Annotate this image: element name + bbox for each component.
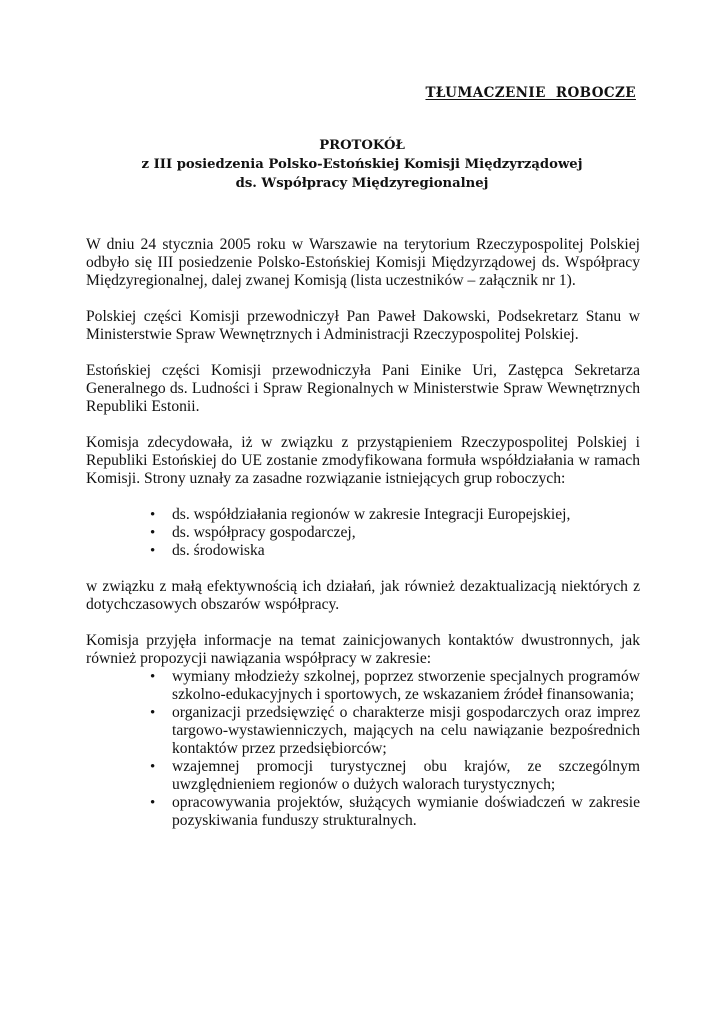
list-item: • opracowywania projektów, służących wymianie doświadczeń w zakresie pozyskiwania funduszy strukturalnych. (150, 794, 640, 829)
paragraph-cooperation-intro: Komisja przyjęła informacje na temat zainicjowanych kontaktów dwustronnych, jak również propozycji nawiązania współpracy w zakresie: (86, 632, 640, 667)
bullet-icon: • (150, 759, 156, 775)
paragraph-dissolution-reason: w związku z małą efektywnością ich działań, jak również dezaktualizacją niektórych z dotychczasowych obszarów współpracy. (86, 578, 640, 613)
bullet-icon: • (150, 543, 156, 559)
bullet-icon: • (150, 795, 156, 811)
document-body (86, 236, 640, 848)
list-item: • wzajemnej promocji turystycznej obu krajów, ze szczególnym uwzględnieniem regionów o dużych walorach turystycznych; (150, 758, 640, 793)
working-translation-label: TŁUMACZENIE ROBOCZE (425, 85, 636, 101)
bullet-icon: • (150, 669, 156, 685)
session-subtitle: z III posiedzenia Polsko-Estońskiej Komisji Międzyrządowej (141, 157, 583, 172)
list-item: • ds. środowiska (150, 542, 265, 559)
paragraph-estonian-chair: Estońskiej części Komisji przewodniczyła Pani Einike Uri, Zastępca Sekretarza Generalnego ds. Ludności i Spraw Regionalnych w Ministerstwie Spraw Wewnętrznych Republiki Estonii. (86, 362, 640, 415)
bullet-icon: • (150, 525, 156, 541)
list-item: • ds. współdziałania regionów w zakresie Integracji Europejskiej, (150, 506, 571, 523)
commission-subtitle: ds. Współpracy Międzyregionalnej (235, 176, 489, 191)
paragraph-polish-chair: Polskiej części Komisji przewodniczył Pan Paweł Dakowski, Podsekretarz Stanu w Ministerstwie Spraw Wewnętrznych i Administracji Rzeczypospolitej Polskiej. (86, 308, 640, 343)
paragraph-commission-decision: Komisja zdecydowała, iż w związku z przystąpieniem Rzeczypospolitej Polskiej i Republiki Estońskiej do UE zostanie zmodyfikowana formuła współdziałania w ramach Komisji. Strony uznały za zasadne rozwiązanie istniejących grup roboczych: (86, 434, 640, 487)
cooperation-areas-list (86, 668, 640, 830)
list-item: • ds. współpracy gospodarczej, (150, 524, 356, 541)
paragraph-meeting-info: W dniu 24 stycznia 2005 roku w Warszawie na terytorium Rzeczypospolitej Polskiej odbyło się III posiedzenie Polsko-Estońskiej Komisji Międzyrządowej ds. Współpracy Międzyregionalnej, dalej zwanej Komisją (lista uczestników – załącznik nr 1). (86, 236, 640, 289)
document-heading (84, 136, 640, 193)
list-item: • organizacji przedsięwzięć o charakterze misji gospodarczych oraz imprez targowo-wystawienniczych, mających na celu nawiązanie bezpośrednich kontaktów przez przedsiębiorców; (150, 704, 640, 757)
bullet-icon: • (150, 705, 156, 721)
bullet-icon: • (150, 507, 156, 523)
working-groups-list (86, 506, 640, 560)
list-item: • wymiany młodzieży szkolnej, poprzez stworzenie specjalnych programów szkolno-edukacyjnych i sportowych, ze wskazaniem źródeł finansowania; (150, 668, 640, 703)
protocol-title: PROTOKÓŁ (319, 138, 405, 153)
